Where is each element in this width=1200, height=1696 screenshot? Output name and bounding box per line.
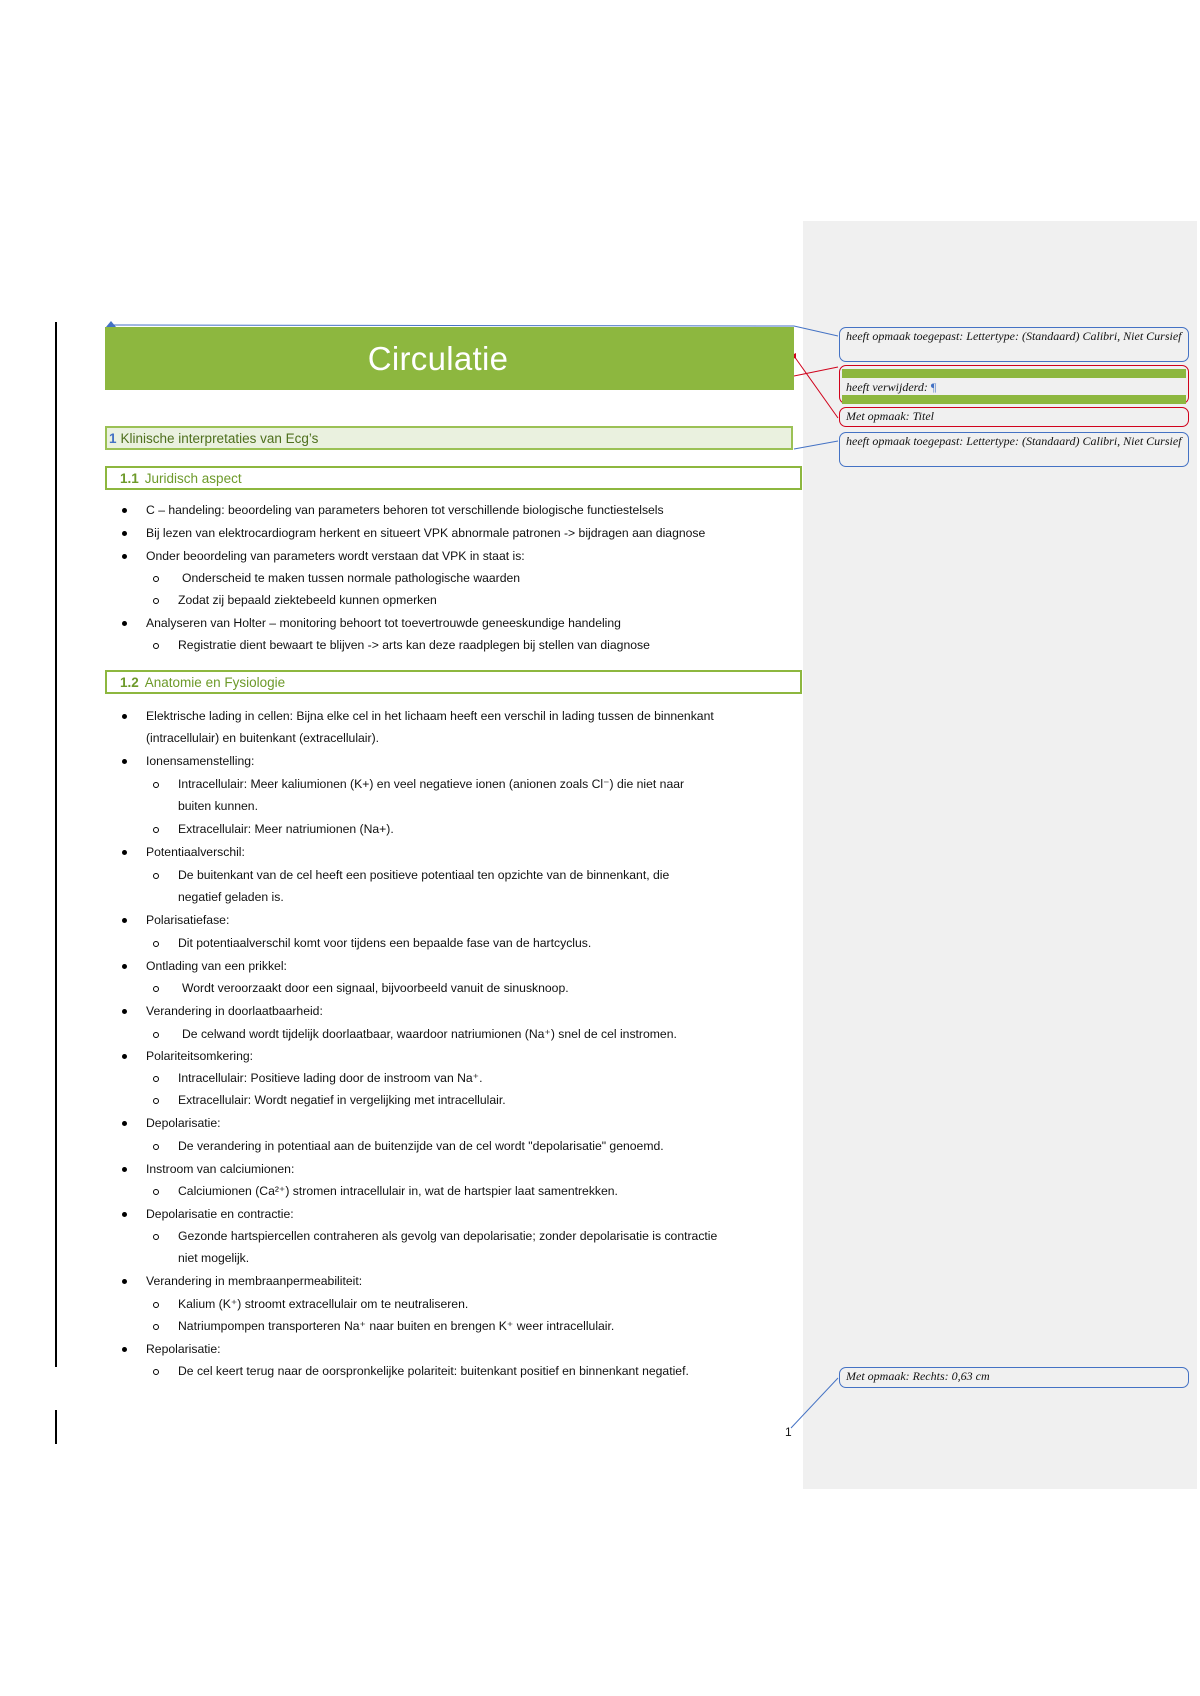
list-item: De buitenkant van de cel heeft een positieve potentiaal ten opzichte van de binnenkant, die — [178, 868, 670, 882]
list-item: Elektrische lading in cellen: Bijna elke cel in het lichaam heeft een verschil in lading tussen de binnenkant — [146, 709, 714, 723]
bullet-icon — [122, 1212, 127, 1217]
heading-2-text: Anatomie en Fysiologie — [144, 674, 286, 690]
list-item: Wordt veroorzaakt door een signaal, bijvoorbeeld vanuit de sinusknoop. — [182, 981, 569, 995]
list-item: Verandering in doorlaatbaarheid: — [146, 1004, 323, 1018]
list-item: Onder beoordeling van parameters wordt verstaan dat VPK in staat is: — [146, 549, 525, 563]
list-item: Depolarisatie: — [146, 1116, 221, 1130]
list-item-continuation: niet mogelijk. — [178, 1251, 250, 1265]
list-item: Ontlading van een prikkel: — [146, 959, 287, 973]
heading-2-juridisch — [105, 466, 802, 490]
sub-bullet-icon — [153, 1144, 159, 1150]
sub-bullet-icon — [153, 873, 159, 879]
comment-balloon-deleted[interactable] — [839, 365, 1189, 404]
heading-2-anatomie — [105, 670, 802, 694]
list-item: Polarisatiefase: — [146, 913, 230, 927]
list-item: Extracellulair: Meer natriumionen (Na+). — [178, 822, 394, 836]
list-item: Gezonde hartspiercellen contraheren als gevolg van depolarisatie; zonder depolarisatie is contractie — [178, 1229, 718, 1243]
comment-balloon-format-1[interactable] — [839, 327, 1189, 362]
sub-bullet-icon — [153, 643, 159, 649]
list-item: Registratie dient bewaart te blijven -> arts kan deze raadplegen bij stellen van diagnose — [178, 638, 650, 652]
list-item: Potentiaalverschil: — [146, 845, 245, 859]
bullet-icon — [122, 554, 127, 559]
sub-bullet-icon — [153, 576, 159, 582]
bullet-icon — [122, 1054, 127, 1059]
heading-1-text: Klinische interpretaties van Ecg’s — [120, 430, 319, 446]
heading-2-number: 1.2 — [120, 674, 139, 690]
title-banner — [105, 327, 794, 390]
comment-text: heeft verwijderd: — [846, 380, 928, 394]
list-item: Bij lezen van elektrocardiogram herkent en situeert VPK abnormale patronen -> bijdragen aan diagnose — [146, 526, 706, 540]
list-item: Depolarisatie en contractie: — [146, 1207, 294, 1221]
comment-balloon-format-2[interactable] — [839, 432, 1189, 467]
deleted-highlight — [842, 395, 1186, 404]
list-item: Extracellulair: Wordt negatief in vergelijking met intracellulair. — [178, 1093, 506, 1107]
comment-balloon-indent[interactable] — [839, 1367, 1189, 1388]
sub-bullet-icon — [153, 1369, 159, 1375]
list-item: Natriumpompen transporteren Na⁺ naar buiten en brengen K⁺ weer intracellulair. — [178, 1319, 615, 1333]
list-item: Onderscheid te maken tussen normale pathologische waarden — [182, 571, 521, 585]
heading-2-text: Juridisch aspect — [144, 470, 242, 486]
heading-1-number: 1 — [109, 430, 117, 446]
list-item: De cel keert terug naar de oorspronkelijke polariteit: buitenkant positief en binnenkant negatief. — [178, 1364, 689, 1378]
list-item: Calciumionen (Ca²⁺) stromen intracellulair in, wat de hartspier laat samentrekken. — [178, 1184, 618, 1198]
bullet-icon — [122, 1279, 127, 1284]
sub-bullet-icon — [153, 782, 159, 788]
list-item: Zodat zij bepaald ziektebeeld kunnen opmerken — [178, 593, 437, 607]
comment-text: heeft opmaak toegepast: Lettertype: (Standaard) Calibri, Niet Cursief — [846, 434, 1182, 448]
sub-bullet-icon — [153, 827, 159, 833]
list-item: Kalium (K⁺) stroomt extracellulair om te neutraliseren. — [178, 1297, 469, 1311]
document-title: Circulatie — [367, 339, 509, 377]
list-item-continuation: negatief geladen is. — [178, 890, 284, 904]
heading-1 — [105, 426, 793, 450]
connector-line — [791, 1378, 838, 1428]
bullet-icon — [122, 964, 127, 969]
comment-text: heeft opmaak toegepast: Lettertype: (Standaard) Calibri, Niet Cursief — [846, 329, 1182, 343]
comment-balloon-title-style[interactable] — [839, 407, 1189, 427]
list-item: Analyseren van Holter – monitoring behoort tot toevertrouwde geneeskundige handeling — [146, 616, 621, 630]
sub-bullet-icon — [153, 986, 159, 992]
list-item: Intracellulair: Positieve lading door de instroom van Na⁺. — [178, 1071, 483, 1085]
bullet-icon — [122, 850, 127, 855]
list-item: Instroom van calciumionen: — [146, 1162, 295, 1176]
sub-bullet-icon — [153, 1098, 159, 1104]
bullet-icon — [122, 1167, 127, 1172]
deleted-highlight — [842, 369, 1186, 378]
bullet-icon — [122, 508, 127, 513]
bullet-icon — [122, 531, 127, 536]
list-item: Intracellulair: Meer kaliumionen (K+) en veel negatieve ionen (anionen zoals Cl⁻) die niet naar — [178, 777, 685, 791]
sub-bullet-icon — [153, 1076, 159, 1082]
connector-line — [794, 441, 838, 449]
list-item: C – handeling: beoordeling van parameters behoren tot verschillende biologische functiestelsels — [146, 503, 664, 517]
bullet-icon — [122, 759, 127, 764]
list-item: Repolarisatie: — [146, 1342, 221, 1356]
sub-bullet-icon — [153, 1302, 159, 1308]
list-item: Verandering in membraanpermeabiliteit: — [146, 1274, 363, 1288]
heading-2-number: 1.1 — [120, 470, 139, 486]
bullet-icon — [122, 621, 127, 626]
page-number: 1 — [785, 1425, 792, 1439]
list-item: De celwand wordt tijdelijk doorlaatbaar, waardoor natriumionen (Na⁺) snel de cel instromen. — [182, 1027, 677, 1041]
bullet-icon — [122, 1121, 127, 1126]
sub-bullet-icon — [153, 1324, 159, 1330]
sub-bullet-icon — [153, 1189, 159, 1195]
list-item: Polariteitsomkering: — [146, 1049, 254, 1063]
bullet-icon — [122, 918, 127, 923]
list-item: Ionensamenstelling: — [146, 754, 255, 768]
list-item: Dit potentiaalverschil komt voor tijdens een bepaalde fase van de hartcyclus. — [178, 936, 592, 950]
connector-line — [794, 356, 838, 418]
sub-bullet-icon — [153, 941, 159, 947]
sub-bullet-icon — [153, 1032, 159, 1038]
bullet-icon — [122, 714, 127, 719]
bullet-icon — [122, 1009, 127, 1014]
sub-bullet-icon — [153, 598, 159, 604]
list-item: De verandering in potentiaal aan de buitenzijde van de cel wordt "depolarisatie" genoemd. — [178, 1139, 664, 1153]
list-item-continuation: buiten kunnen. — [178, 799, 258, 813]
pilcrow-icon: ¶ — [930, 380, 937, 394]
bullet-icon — [122, 1347, 127, 1352]
comment-text: Met opmaak: Rechts: 0,63 cm — [846, 1369, 990, 1383]
sub-bullet-icon — [153, 1234, 159, 1240]
list-item-continuation: (intracellulair) en buitenkant (extracellulair). — [146, 731, 380, 745]
comment-text: Met opmaak: Titel — [846, 409, 934, 423]
